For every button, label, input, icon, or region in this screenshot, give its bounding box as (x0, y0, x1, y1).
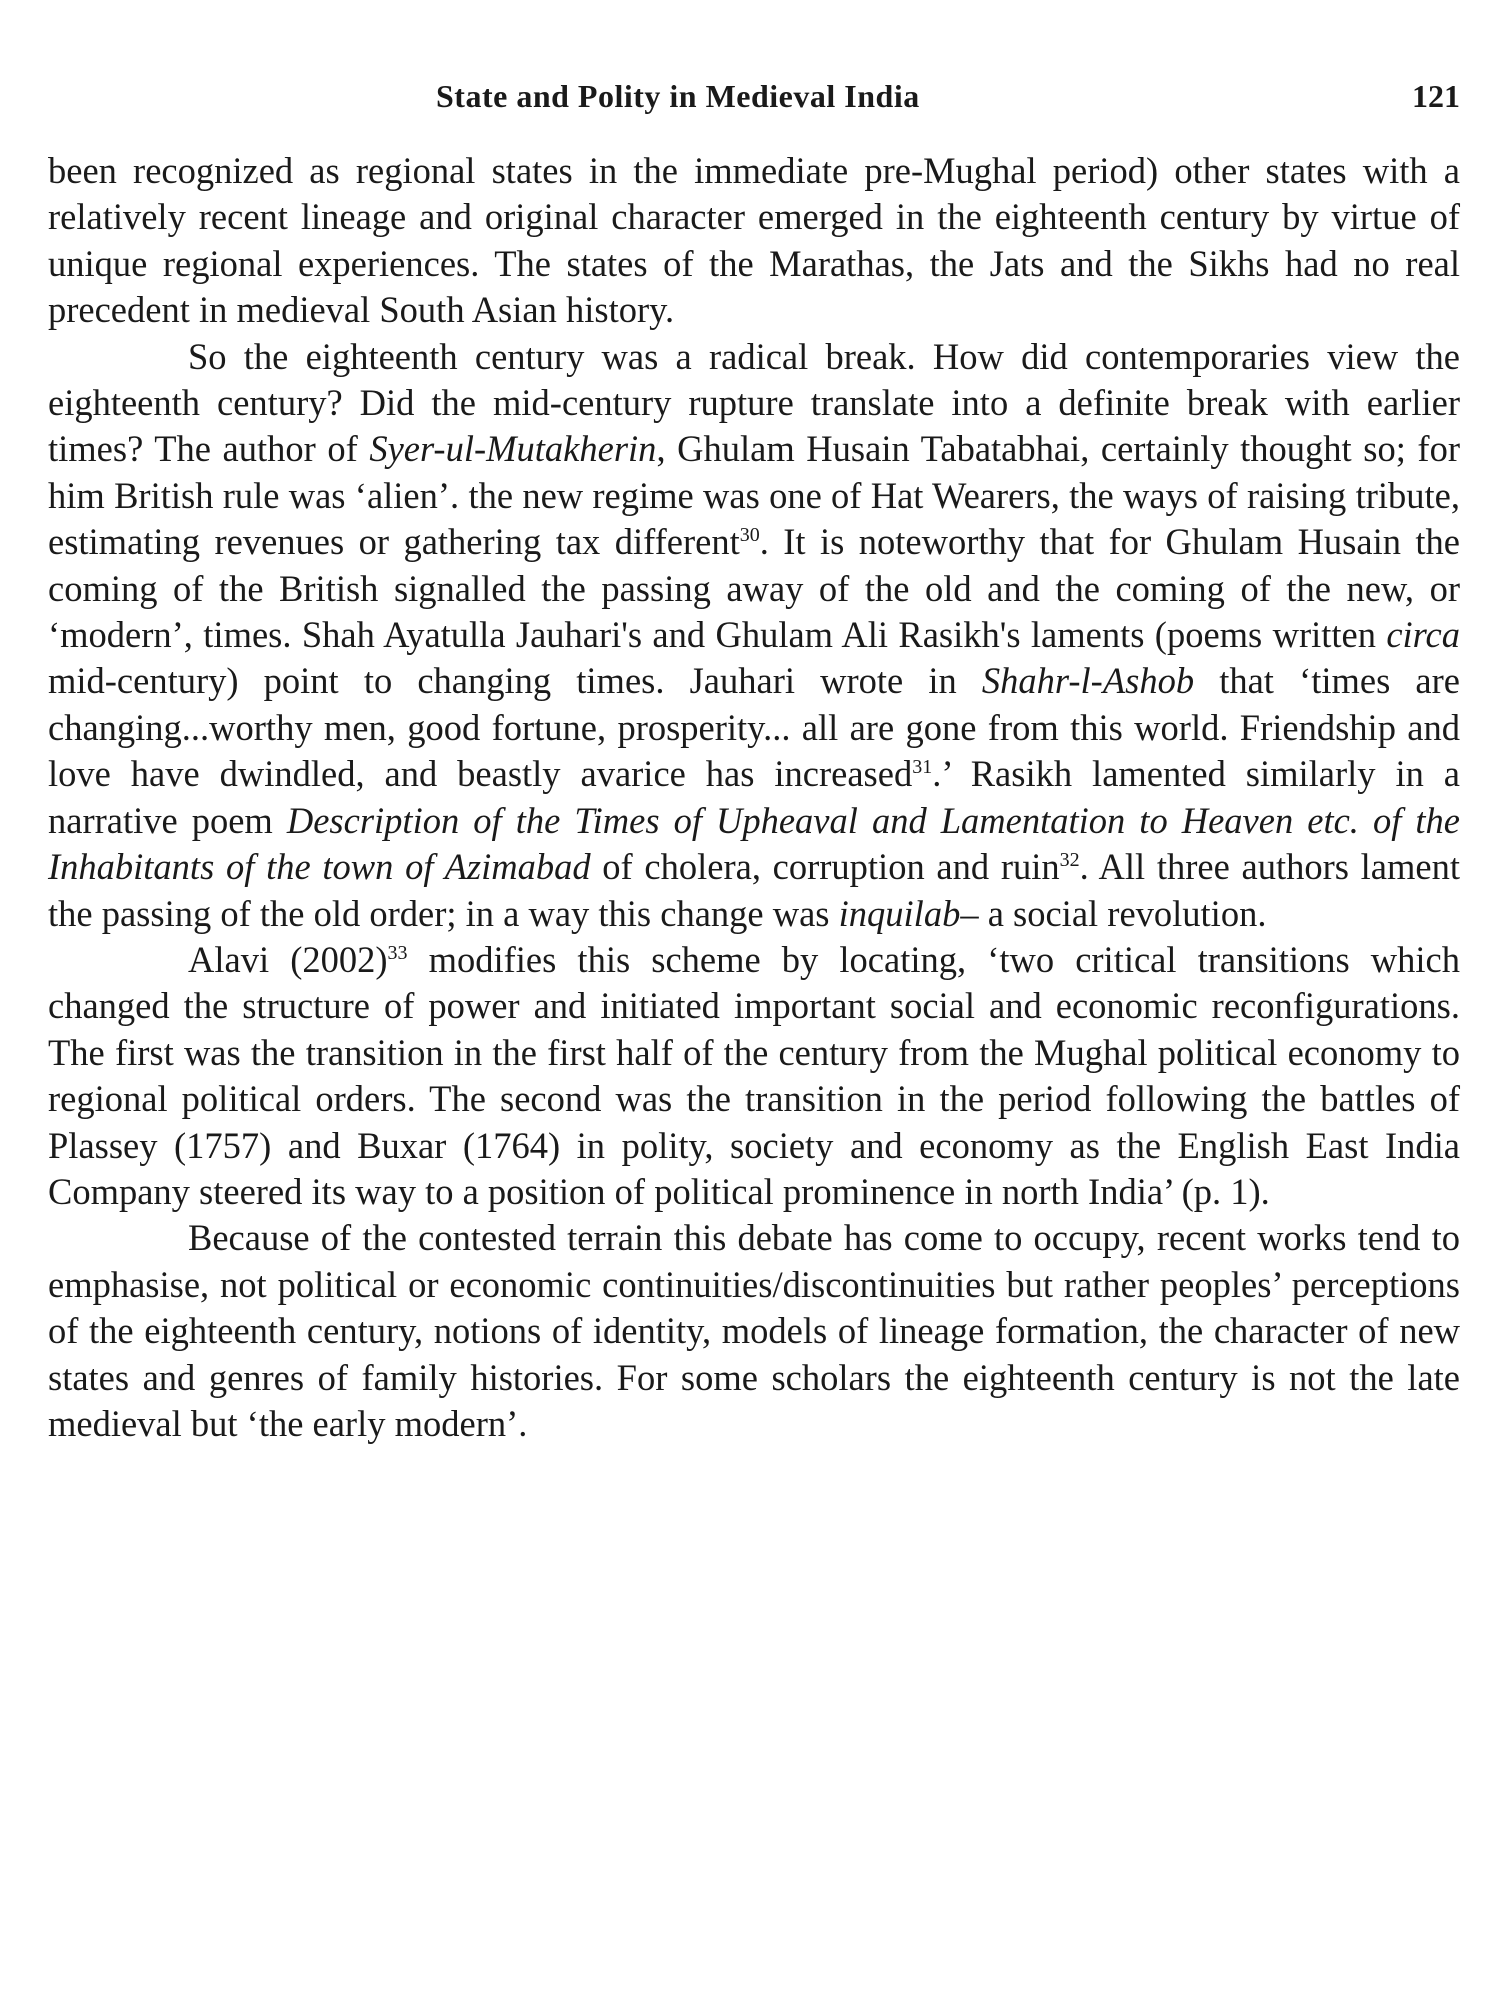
paragraph-2 (48, 334, 1460, 937)
page-number: 121 (1412, 78, 1460, 114)
text-run: mid-century) point to changing times. Jauhari wrote in (48, 660, 982, 702)
paragraph-4 (48, 1215, 1460, 1447)
text-run: . It is noteworthy that for Ghulam Husain the coming of the British signalled the passing away of the old and the coming of the new, or ‘modern’, times. Shah Ayatulla Jauhari's and Ghulam Ali Rasikh's laments (poems written (48, 521, 1460, 656)
running-title: State and Polity in Medieval India (436, 78, 920, 114)
text-run: .’ Rasikh lamented similarly in a narrative poem (48, 753, 1461, 841)
text-run: Alavi (2002) (188, 938, 388, 980)
running-head (48, 78, 1460, 134)
footnote-marker: 33 (387, 941, 408, 964)
text-run: So the eighteenth century was a radical break. How did contemporaries view the eighteenth century? Did the mid-century rupture translate into a definite break with earlier times? The author of (48, 335, 1460, 470)
italic-title: inquilab (838, 892, 961, 934)
paragraph-3 (48, 937, 1460, 1215)
text-run: – a social revolution. (960, 892, 1267, 934)
footnote-marker: 32 (1059, 848, 1080, 871)
italic-title: Description of the Times of Upheaval and Lamentation to Heaven etc. of the Inhabitants of the town of Azimabad (48, 799, 1460, 888)
book-page (48, 78, 1460, 1447)
text-run: , Ghulam Husain Tabatabhai, certainly thought so; for him British rule was ‘alien’. the new regime was one of Hat Wearers, the ways of raising tribute, estimating revenues or gathering tax different (48, 428, 1460, 563)
text-run: of cholera, corruption and ruin (590, 846, 1060, 888)
footnote-marker: 30 (739, 524, 760, 547)
text-run: modifies this scheme by locating, ‘two critical transitions which changed the structure of power and initiated important social and economic reconfigurations. The first was the transition in the first half of the century from the Mughal political economy to regional political orders. The second was the transition in the period following the battles of Plassey (1757) and Buxar (1764) in polity, society and economy as the English East India Company steered its way to a position of political prominence in north India’ (p. 1). (48, 938, 1460, 1212)
italic-title: Shahr-l-Ashob (981, 660, 1195, 702)
text-run: been recognized as regional states in the immediate pre-Mughal period) other states with a relatively recent lineage and original character emerged in the eighteenth century by virtue of unique regional experiences. The states of the Marathas, the Jats and the Sikhs had no real precedent in medieval South Asian history. (48, 150, 1460, 331)
footnote-marker: 31 (912, 756, 933, 779)
italic-title: Syer-ul-Mutakherin (369, 428, 657, 470)
text-run: that ‘times are changing...worthy men, good fortune, prosperity... all are gone from this world. Friendship and love have dwindled, and beastly avarice has increased (48, 660, 1460, 795)
italic-title: circa (1386, 614, 1460, 656)
text-run: Because of the contested terrain this debate has come to occupy, recent works tend to emphasise, not political or economic continuities/discontinuities but rather peoples’ perceptions of the eighteenth century, notions of identity, models of lineage formation, the character of new states and genres of family histories. For some scholars the eighteenth century is not the late medieval but ‘the early modern’. (48, 1217, 1460, 1444)
paragraph-1 (48, 148, 1460, 334)
body-text (48, 148, 1460, 1447)
text-run: . All three authors lament the passing of the old order; in a way this change was (48, 846, 1460, 934)
